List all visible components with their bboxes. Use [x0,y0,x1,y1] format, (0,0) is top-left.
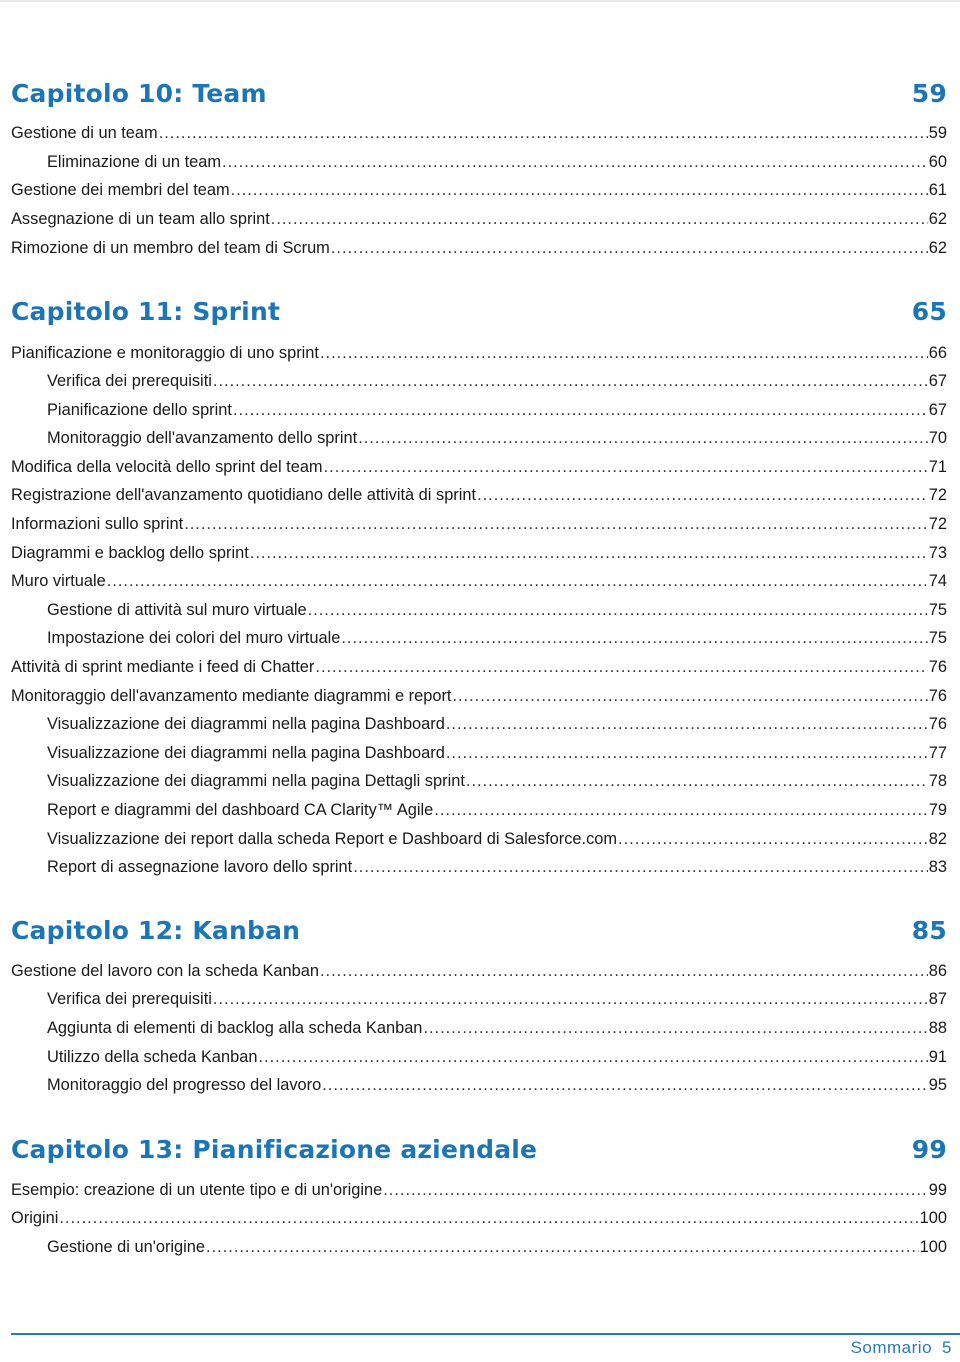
chapter-page: 65 [911,296,947,326]
chapter-heading[interactable] [11,291,947,331]
dot-leader [206,1233,919,1261]
dot-leader [271,205,928,233]
chapter-heading[interactable] [11,910,947,950]
toc-entry[interactable] [47,767,947,795]
chapter-title: Capitolo 13: Pianificazione aziendale [11,1134,538,1164]
footer-section-label: Sommario [850,1338,933,1357]
toc-entry[interactable] [11,1176,947,1204]
toc-entry-title: Aggiunta di elementi di backlog alla scheda Kanban [47,1019,423,1037]
dot-leader [59,1204,918,1232]
dot-leader [159,119,928,147]
toc-entry-title: Origini [11,1209,59,1227]
dot-leader [353,853,928,881]
footer-divider [11,1333,960,1335]
toc-entry-title: Report e diagrammi del dashboard CA Clarity™ Agile [47,801,434,819]
toc-entry-page: 100 [919,1238,947,1256]
toc-entry-page: 95 [928,1076,947,1094]
dot-leader [315,653,927,681]
toc-entry-page: 61 [928,181,947,199]
toc-entry-page: 100 [919,1209,947,1227]
toc-entry[interactable] [47,596,947,624]
toc-entry[interactable] [47,853,947,881]
toc-entry-title: Visualizzazione dei diagrammi nella pagina Dettagli sprint [47,772,465,790]
toc-entry-page: 88 [928,1019,947,1037]
toc-entry[interactable] [47,796,947,824]
toc-entry-page: 76 [928,658,947,676]
dot-leader [184,510,928,538]
footer-page-number: 5 [942,1338,952,1357]
toc-entry[interactable] [11,957,947,985]
toc-entry-page: 78 [928,772,947,790]
toc-entry[interactable] [47,825,947,853]
dot-leader [383,1176,928,1204]
toc-entry-title: Pianificazione e monitoraggio di uno sprint [11,344,319,362]
toc-entry[interactable] [11,682,947,710]
toc-entry[interactable] [47,1071,947,1099]
toc-entry-page: 62 [928,210,947,228]
toc-entry[interactable] [11,510,947,538]
toc-entry-page: 72 [928,486,947,504]
dot-leader [233,396,928,424]
toc-entry[interactable] [47,1233,947,1261]
toc-entry[interactable] [47,624,947,652]
toc-entry-page: 60 [928,153,947,171]
toc-entry-title: Attività di sprint mediante i feed di Chatter [11,658,315,676]
chapter-page: 85 [911,915,947,945]
toc-entry-title: Verifica dei prerequisiti [47,372,212,390]
toc-entry[interactable] [47,424,947,452]
chapter-title: Capitolo 10: Team [11,78,267,108]
dot-leader [434,796,927,824]
toc-entry[interactable] [47,1043,947,1071]
toc-entry[interactable] [47,367,947,395]
toc-entry-title: Diagrammi e backlog dello sprint [11,544,249,562]
dot-leader [331,234,928,262]
toc-entry-title: Visualizzazione dei diagrammi nella pagina Dashboard [47,744,445,762]
toc-entry-page: 82 [928,830,947,848]
dot-leader [308,596,928,624]
toc-entry-page: 91 [928,1048,947,1066]
toc-entry[interactable] [11,119,947,147]
toc-entry-page: 66 [928,344,947,362]
toc-entry-page: 59 [928,124,947,142]
toc-entry[interactable] [11,653,947,681]
toc-entry-title: Impostazione dei colori del muro virtuale [47,629,341,647]
toc-entry-title: Muro virtuale [11,572,106,590]
dot-leader [250,539,928,567]
toc-entry-title: Gestione del lavoro con la scheda Kanban [11,962,319,980]
toc-entry[interactable] [11,339,947,367]
toc-entry-page: 71 [928,458,947,476]
toc-entry-title: Modifica della velocità dello sprint del team [11,458,323,476]
toc-entry-page: 75 [928,601,947,619]
dot-leader [222,148,928,176]
toc-entry[interactable] [11,539,947,567]
toc-entry-page: 70 [928,429,947,447]
toc-entry-page: 62 [928,239,947,257]
toc-entry-title: Gestione di un'origine [47,1238,206,1256]
toc-entry-page: 67 [928,372,947,390]
toc-entry[interactable] [11,453,947,481]
toc-entry-title: Assegnazione di un team allo sprint [11,210,270,228]
dot-leader [322,1071,928,1099]
toc-entry-title: Gestione dei membri del team [11,181,230,199]
toc-entry-page: 75 [928,629,947,647]
dot-leader [466,767,928,795]
toc-entry-page: 87 [928,990,947,1008]
toc-entry-title: Monitoraggio dell'avanzamento dello sprint [47,429,358,447]
chapter-heading[interactable] [11,1129,947,1169]
chapter-page: 59 [911,78,947,108]
toc-entry[interactable] [11,1204,947,1232]
toc-entry-title: Informazioni sullo sprint [11,515,184,533]
toc-entry[interactable] [47,739,947,767]
toc-entry-title: Monitoraggio del progresso del lavoro [47,1076,322,1094]
dot-leader [477,481,928,509]
toc-entry-title: Registrazione dell'avanzamento quotidiano delle attività di sprint [11,486,477,504]
toc-entry-page: 73 [928,544,947,562]
chapter-title: Capitolo 11: Sprint [11,296,281,326]
toc-entry[interactable] [11,205,947,233]
toc-entry-page: 72 [928,515,947,533]
dot-leader [320,339,928,367]
chapter-page: 99 [911,1134,947,1164]
dot-leader [231,176,928,204]
toc-entry[interactable] [47,148,947,176]
toc-entry-title: Pianificazione dello sprint [47,401,232,419]
toc-entry[interactable] [11,481,947,509]
toc-entry-page: 77 [928,744,947,762]
dot-leader [341,624,927,652]
toc-entry-page: 79 [928,801,947,819]
toc-entry[interactable] [47,396,947,424]
toc-entry-title: Visualizzazione dei diagrammi nella pagina Dashboard [47,715,445,733]
toc-entry[interactable] [47,710,947,738]
dot-leader [446,710,928,738]
dot-leader [258,1043,927,1071]
toc-entry-page: 74 [928,572,947,590]
dot-leader [213,367,928,395]
dot-leader [213,985,928,1013]
toc-entry-page: 76 [928,715,947,733]
toc-entry[interactable] [11,176,947,204]
dot-leader [358,424,928,452]
toc-entry-title: Esempio: creazione di un utente tipo e di un'origine [11,1181,383,1199]
toc-entry-page: 99 [928,1181,947,1199]
toc-entry-title: Gestione di attività sul muro virtuale [47,601,307,619]
toc-entry[interactable] [47,985,947,1013]
dot-leader [107,567,928,595]
top-divider [0,0,960,2]
toc-entry-page: 76 [928,687,947,705]
toc-entry[interactable] [11,567,947,595]
toc-entry-title: Report di assegnazione lavoro dello sprint [47,858,353,876]
dot-leader [618,825,928,853]
toc-entry-title: Monitoraggio dell'avanzamento mediante diagrammi e report [11,687,452,705]
dot-leader [452,682,927,710]
toc-entry-page: 83 [928,858,947,876]
toc-entry[interactable] [11,234,947,262]
toc-entry[interactable] [47,1014,947,1042]
dot-leader [324,453,928,481]
dot-leader [320,957,928,985]
toc-entry-title: Utilizzo della scheda Kanban [47,1048,258,1066]
toc-entry-page: 67 [928,401,947,419]
toc-entry-title: Rimozione di un membro del team di Scrum [11,239,330,257]
chapter-title: Capitolo 12: Kanban [11,915,301,945]
chapter-heading[interactable] [11,73,947,113]
toc-entry-page: 86 [928,962,947,980]
toc-entry-title: Gestione di un team [11,124,158,142]
toc-entry-title: Visualizzazione dei report dalla scheda Report e Dashboard di Salesforce.com [47,830,618,848]
toc-entry-title: Eliminazione di un team [47,153,222,171]
dot-leader [446,739,928,767]
page-footer [841,1338,952,1358]
dot-leader [423,1014,927,1042]
toc-entry-title: Verifica dei prerequisiti [47,990,212,1008]
